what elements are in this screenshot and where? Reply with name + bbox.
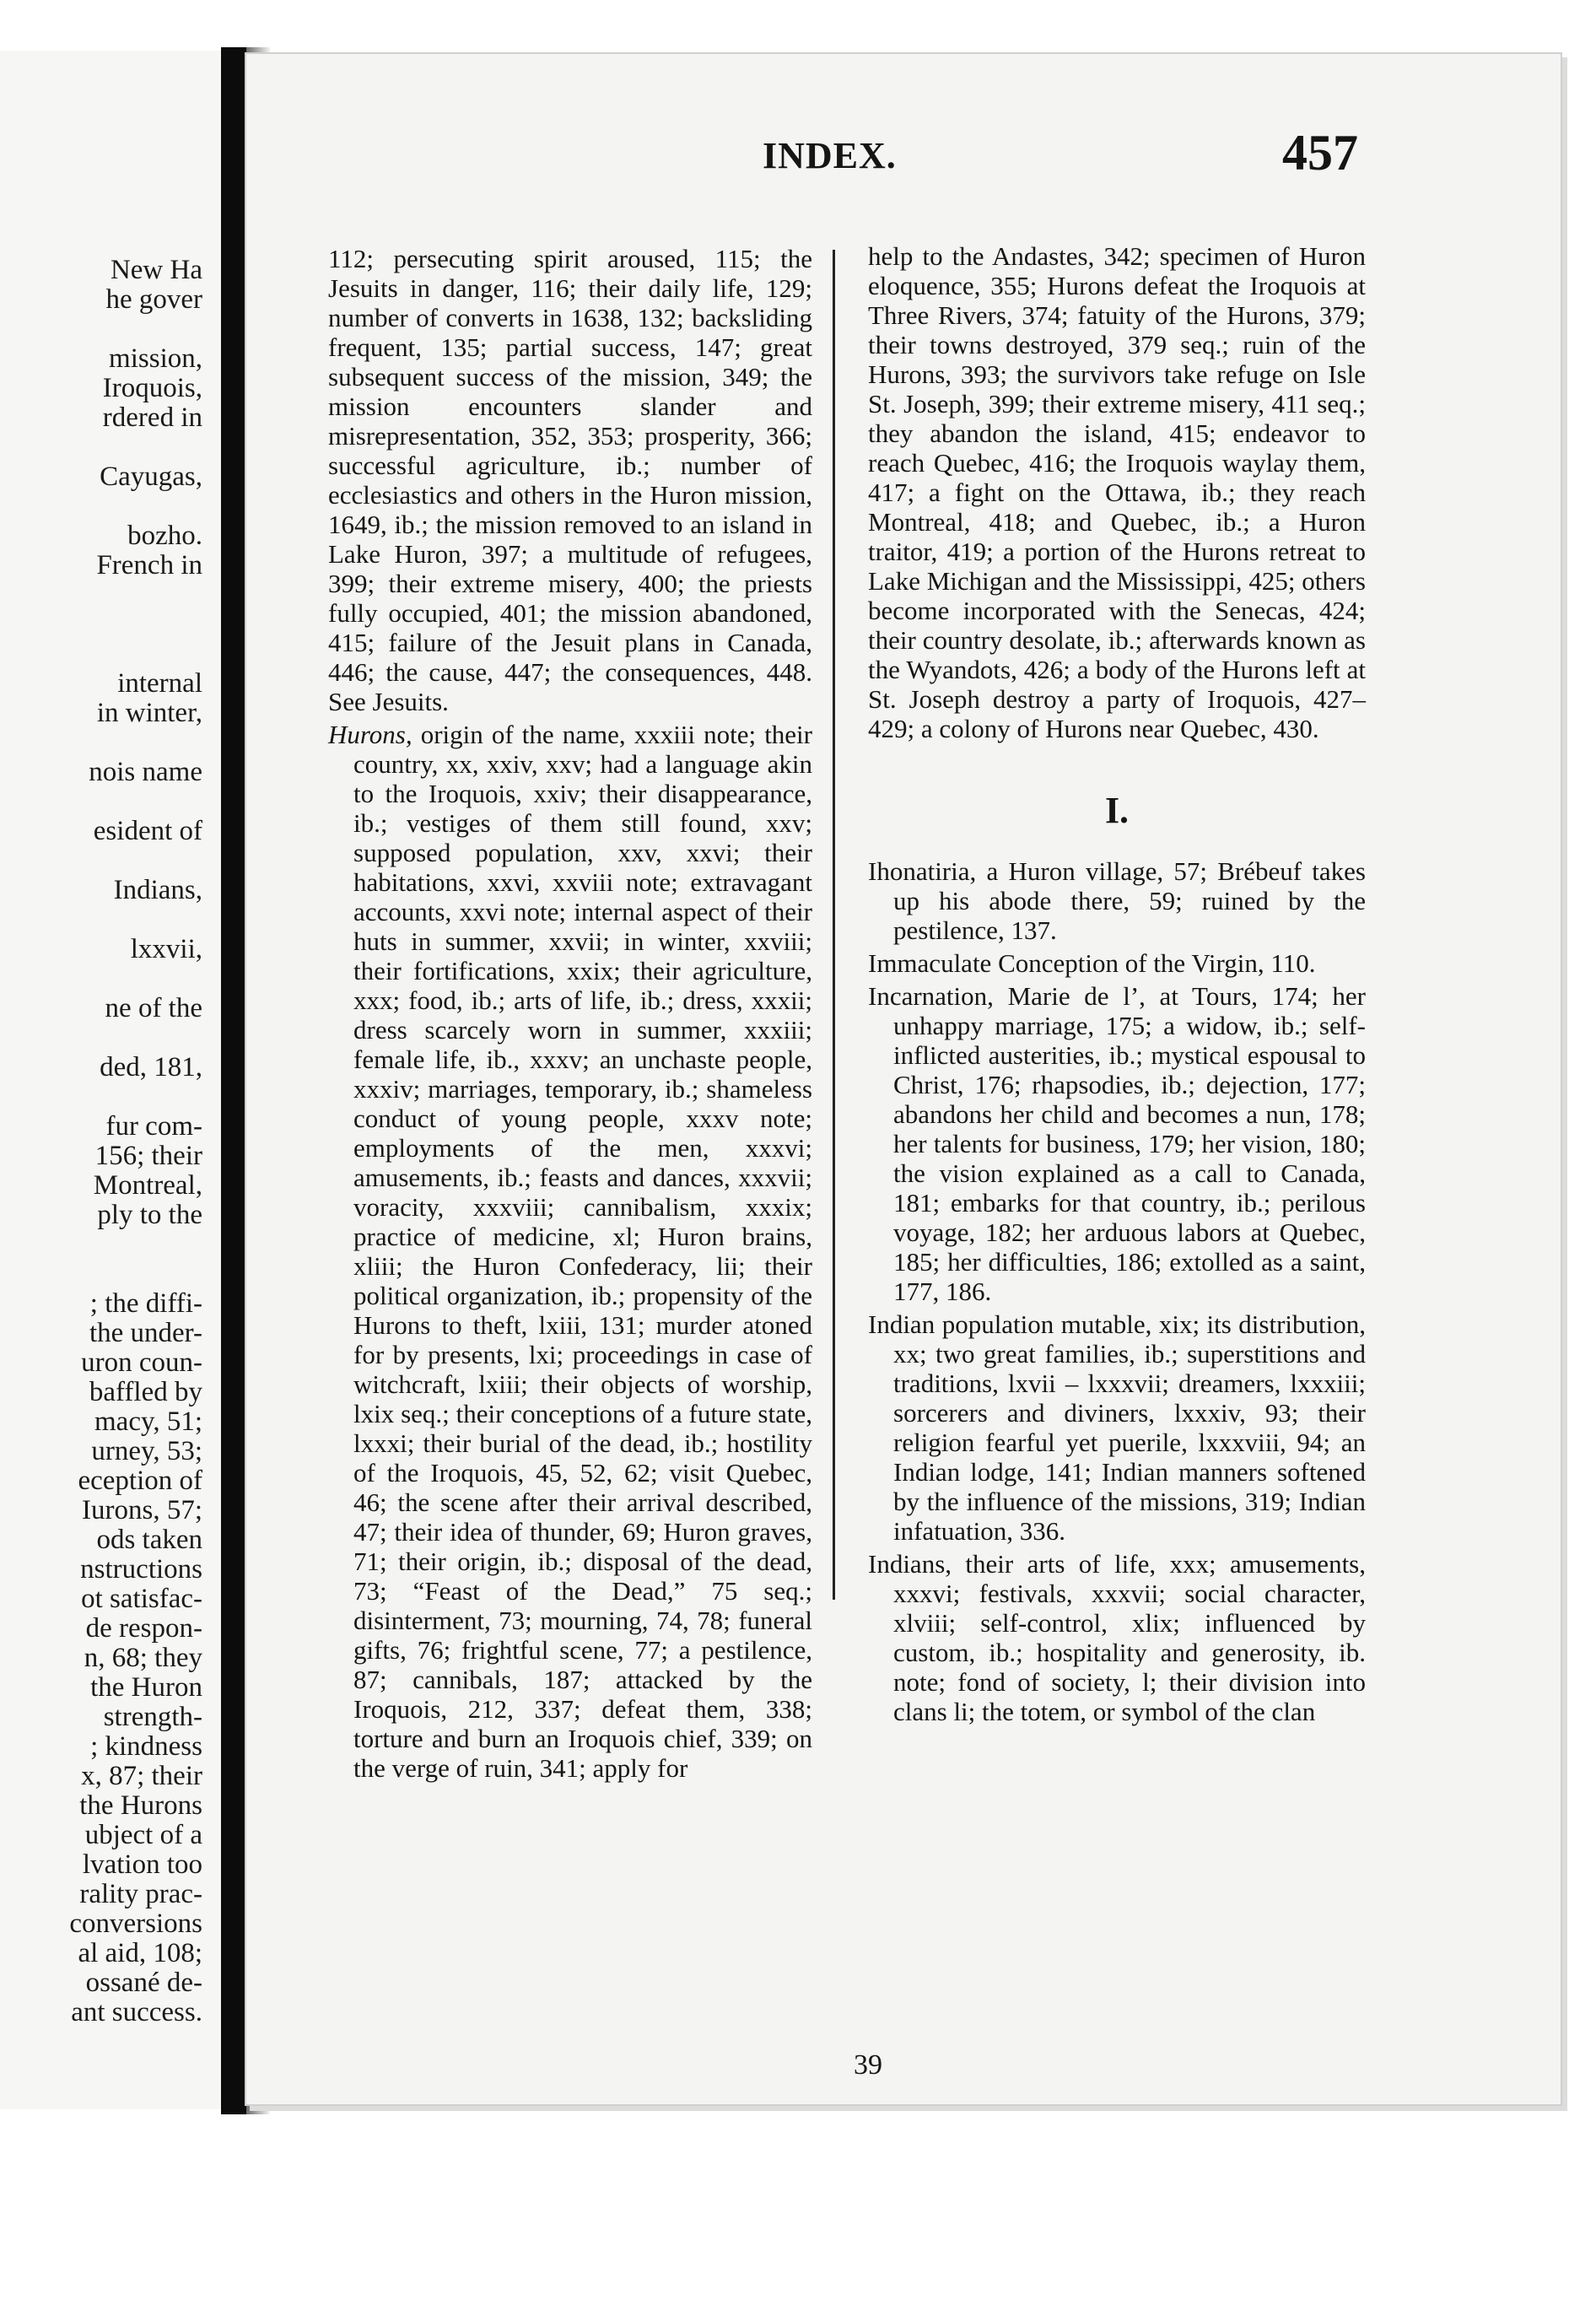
left-page-line: 156; their <box>94 1141 202 1171</box>
index-page <box>245 52 1562 2106</box>
left-page-line: internal <box>117 668 202 699</box>
section-letter-heading: I. <box>1104 790 1130 831</box>
index-entry <box>868 856 1366 945</box>
left-page-line: Montreal, <box>93 1170 202 1201</box>
entry-head: Indian <box>868 1309 935 1339</box>
entry-head: Indians, <box>868 1549 952 1579</box>
left-page-line: French in <box>96 550 202 580</box>
left-page-line: Indians, <box>113 875 202 905</box>
left-page-line: baffled by <box>89 1377 202 1407</box>
entry-text: Marie de l’, at Tours, 174; her unhappy marriage, 175; a widow, ib.; self-inflicted austerities, ib.; mystical espousal to Christ, 176; rhapsodies, ib.; dejection, 177; abandons her child and becomes a nun, 178; her talents for business, 179; her vision, 180; the vision explained as a call to Canada, 181; embarks for that country, ib.; perilous voyage, 182; her arduous labors at Quebec, 185; her difficulties, 186; extolled as a saint, 177, 186. <box>893 981 1366 1306</box>
left-page-line: n, 68; they <box>84 1643 202 1673</box>
left-page-line: macy, 51; <box>94 1406 202 1437</box>
left-page-line: strength- <box>103 1702 202 1732</box>
left-page-line: ne of the <box>105 993 202 1023</box>
left-facing-page <box>0 51 222 2109</box>
index-entry-continuation <box>868 241 1366 743</box>
left-page-line: ubject of a <box>84 1820 202 1850</box>
left-page-line: conversions <box>69 1908 202 1939</box>
left-page-line: eception of <box>78 1466 202 1496</box>
left-page-line: rdered in <box>102 402 202 433</box>
index-entry <box>868 948 1366 978</box>
entry-head: Immaculate <box>868 948 992 978</box>
left-page-line: Iroquois, <box>102 373 202 403</box>
left-page-line: ossané de- <box>85 1968 202 1998</box>
entry-text: a Huron village, 57; Brébeuf takes up his abode there, 59; ruined by the pestilence, 137. <box>893 856 1366 945</box>
left-page-line: ods taken <box>96 1525 202 1555</box>
entry-text: Conception of the Virgin, 110. <box>998 948 1316 978</box>
book-binding <box>221 47 246 2114</box>
left-page-line: ; the diffi- <box>89 1288 202 1319</box>
left-page-line: lxxvii, <box>130 934 202 964</box>
left-page-line: al aid, 108; <box>78 1938 202 1968</box>
left-page-line: New Ha <box>110 255 202 285</box>
left-page-line: the Hurons <box>79 1790 202 1821</box>
left-page-line: ant success. <box>71 1997 202 2027</box>
entry-text: origin of the name, xxxiii note; their country, xx, xxiv, xxv; had a language akin to the Iroquois, xxiv; their disappearance, ib.; vestiges of them still found, xxv; supposed population, xxv, xxvi; their habitations, xxvi, xxviii note; extravagant accounts, xxvi note; internal aspect of their huts in summer, xxvii; in winter, xxviii; their fortifications, xxix; their agriculture, xxx; food, ib.; arts of life, ib.; dress, xxxii; dress scarcely worn in summer, xxxiii; female life, ib., xxxv; an unchaste people, xxxiv; marriages, temporary, ib.; shameless conduct of young people, xxxv note; employments of the men, xxxvi; amusements, ib.; feasts and dances, xxxvii; voracity, xxxviii; cannibalism, xxxix; practice of medicine, xl; Huron brains, xliii; the Huron Confederacy, lii; their political organization, ib.; propensity of the Hurons to theft, lxiii, 131; murder atoned for by presents, lxi; proceedings in case of witchcraft, lxiii; their objects of worship, lxix seq.; their conceptions of a future state, lxxxi; their burial of the dead, ib.; hostility of the Iroquois, 45, 52, 62; visit Quebec, 46; the scene after their arrival described, 47; their idea of thunder, 69; Huron graves, 71; their origin, ib.; disposal of the dead, 73; “Feast of the Dead,” 75 seq.; disinterment, 73; mourning, 74, 78; funeral gifts, 76; frightful scene, 77; a pestilence, 87; cannibals, 187; attacked by the Iroquois, 212, 337; defeat them, 338; torture and burn an Iroquois chief, 339; on the verge of ruin, 341; apply for <box>353 720 812 1783</box>
running-head: INDEX. <box>763 135 897 176</box>
left-page-line: uron coun- <box>81 1347 202 1378</box>
page-number: 457 <box>1282 125 1358 181</box>
left-page-line: he gover <box>105 284 202 315</box>
left-page-line: ded, 181, <box>100 1052 202 1082</box>
entry-head: Hurons, <box>328 720 412 749</box>
index-entry <box>868 1549 1366 1726</box>
entry-text: help to the Andastes, 342; specimen of Huron eloquence, 355; Hurons defeat the Iroquois at Three Rivers, 374; fatuity of the Hurons, 379; their towns destroyed, 379 seq.; ruin of the Hurons, 393; the survivors take refuge on Isle St. Joseph, 399; their extreme misery, 411 seq.; they abandon the island, 415; endeavor to reach Quebec, 416; the Iroquois waylay them, 417; a fight on the Ottawa, ib.; they reach Montreal, 418; and Quebec, ib.; a Huron traitor, 419; a portion of the Hurons retreat to Lake Michigan and the Mississippi, 425; others become incorporated with the Senecas, 424; their country desolate, ib.; afterwards known as the Wyandots, 426; a body of the Hurons left at St. Joseph destroy a party of Iroquois, 427–429; a colony of Hurons near Quebec, 430. <box>868 241 1366 743</box>
entry-text: population mutable, xix; its distribution, xx; two great families, ib.; superstitions and traditions, lxvii – lxxxvii; dreamers, lxxxiii; sorcerers and diviners, lxxxiv, 93; their religion fearful yet puerile, lxxxviii, 94; an Indian lodge, 141; Indian manners softened by the influence of the missions, 319; Indian infatuation, 336. <box>893 1309 1367 1546</box>
left-page-line: Cayugas, <box>100 462 202 492</box>
index-entry <box>868 981 1366 1306</box>
entry-head: Ihonatiria, <box>868 856 977 886</box>
left-page-line: de respon- <box>85 1613 202 1644</box>
left-page-line: rality prac- <box>79 1879 202 1909</box>
left-page-line: ot satisfac- <box>81 1584 202 1614</box>
left-column <box>328 244 812 1783</box>
left-page-line: mission, <box>109 343 202 374</box>
left-page-line: Iurons, 57; <box>82 1495 202 1525</box>
entry-text: 112; persecuting spirit aroused, 115; the Jesuits in danger, 116; their daily life, 129; number of converts in 1638, 132; backsliding frequent, 135; partial success, 147; great subsequent success of the mission, 349; the mission encounters slander and misrepresentation, 352, 353; prosperity, 366; successful agriculture, ib.; number of ecclesiastics and others in the Huron mission, 1649, ib.; the mission removed to an island in Lake Huron, 397; a multitude of refugees, 399; their extreme misery, 400; the priests fully occupied, 401; the mission abandoned, 415; failure of the Jesuit plans in Canada, 446; the cause, 447; the consequences, 448. See Jesuits. <box>328 244 812 716</box>
left-page-line: esident of <box>93 816 202 846</box>
index-entry <box>868 1309 1366 1546</box>
left-page-line: lvation too <box>82 1849 202 1880</box>
left-page-line: ply to the <box>97 1200 202 1230</box>
left-page-line: bozho. <box>127 521 202 551</box>
left-page-line: nois name <box>89 757 202 787</box>
left-page-line: the Huron <box>90 1672 202 1703</box>
left-page-line: ; kindness <box>90 1731 202 1762</box>
left-page-line: nstructions <box>80 1554 202 1584</box>
entry-head: Incarnation, <box>868 981 994 1011</box>
left-page-line: fur com- <box>105 1111 202 1142</box>
right-column <box>868 241 1366 1726</box>
index-entry-hurons <box>328 720 812 1783</box>
left-page-line: x, 87; their <box>81 1761 202 1791</box>
index-entry-continuation <box>328 244 812 716</box>
column-rule <box>833 250 835 1600</box>
page-header <box>246 125 1561 202</box>
left-page-line: the under- <box>89 1318 202 1348</box>
printer-signature: 39 <box>854 2049 882 2081</box>
left-page-line: urney, 53; <box>91 1436 202 1466</box>
left-page-line: in winter, <box>96 698 202 728</box>
entry-text: their arts of life, xxx; amusements, xxxvi; festivals, xxxvii; social character, xlviii; self-control, xlix; influenced by custom, ib.; hospitality and generosity, ib. note; fond of society, l; their division into clans li; the totem, or symbol of the clan <box>893 1549 1366 1726</box>
